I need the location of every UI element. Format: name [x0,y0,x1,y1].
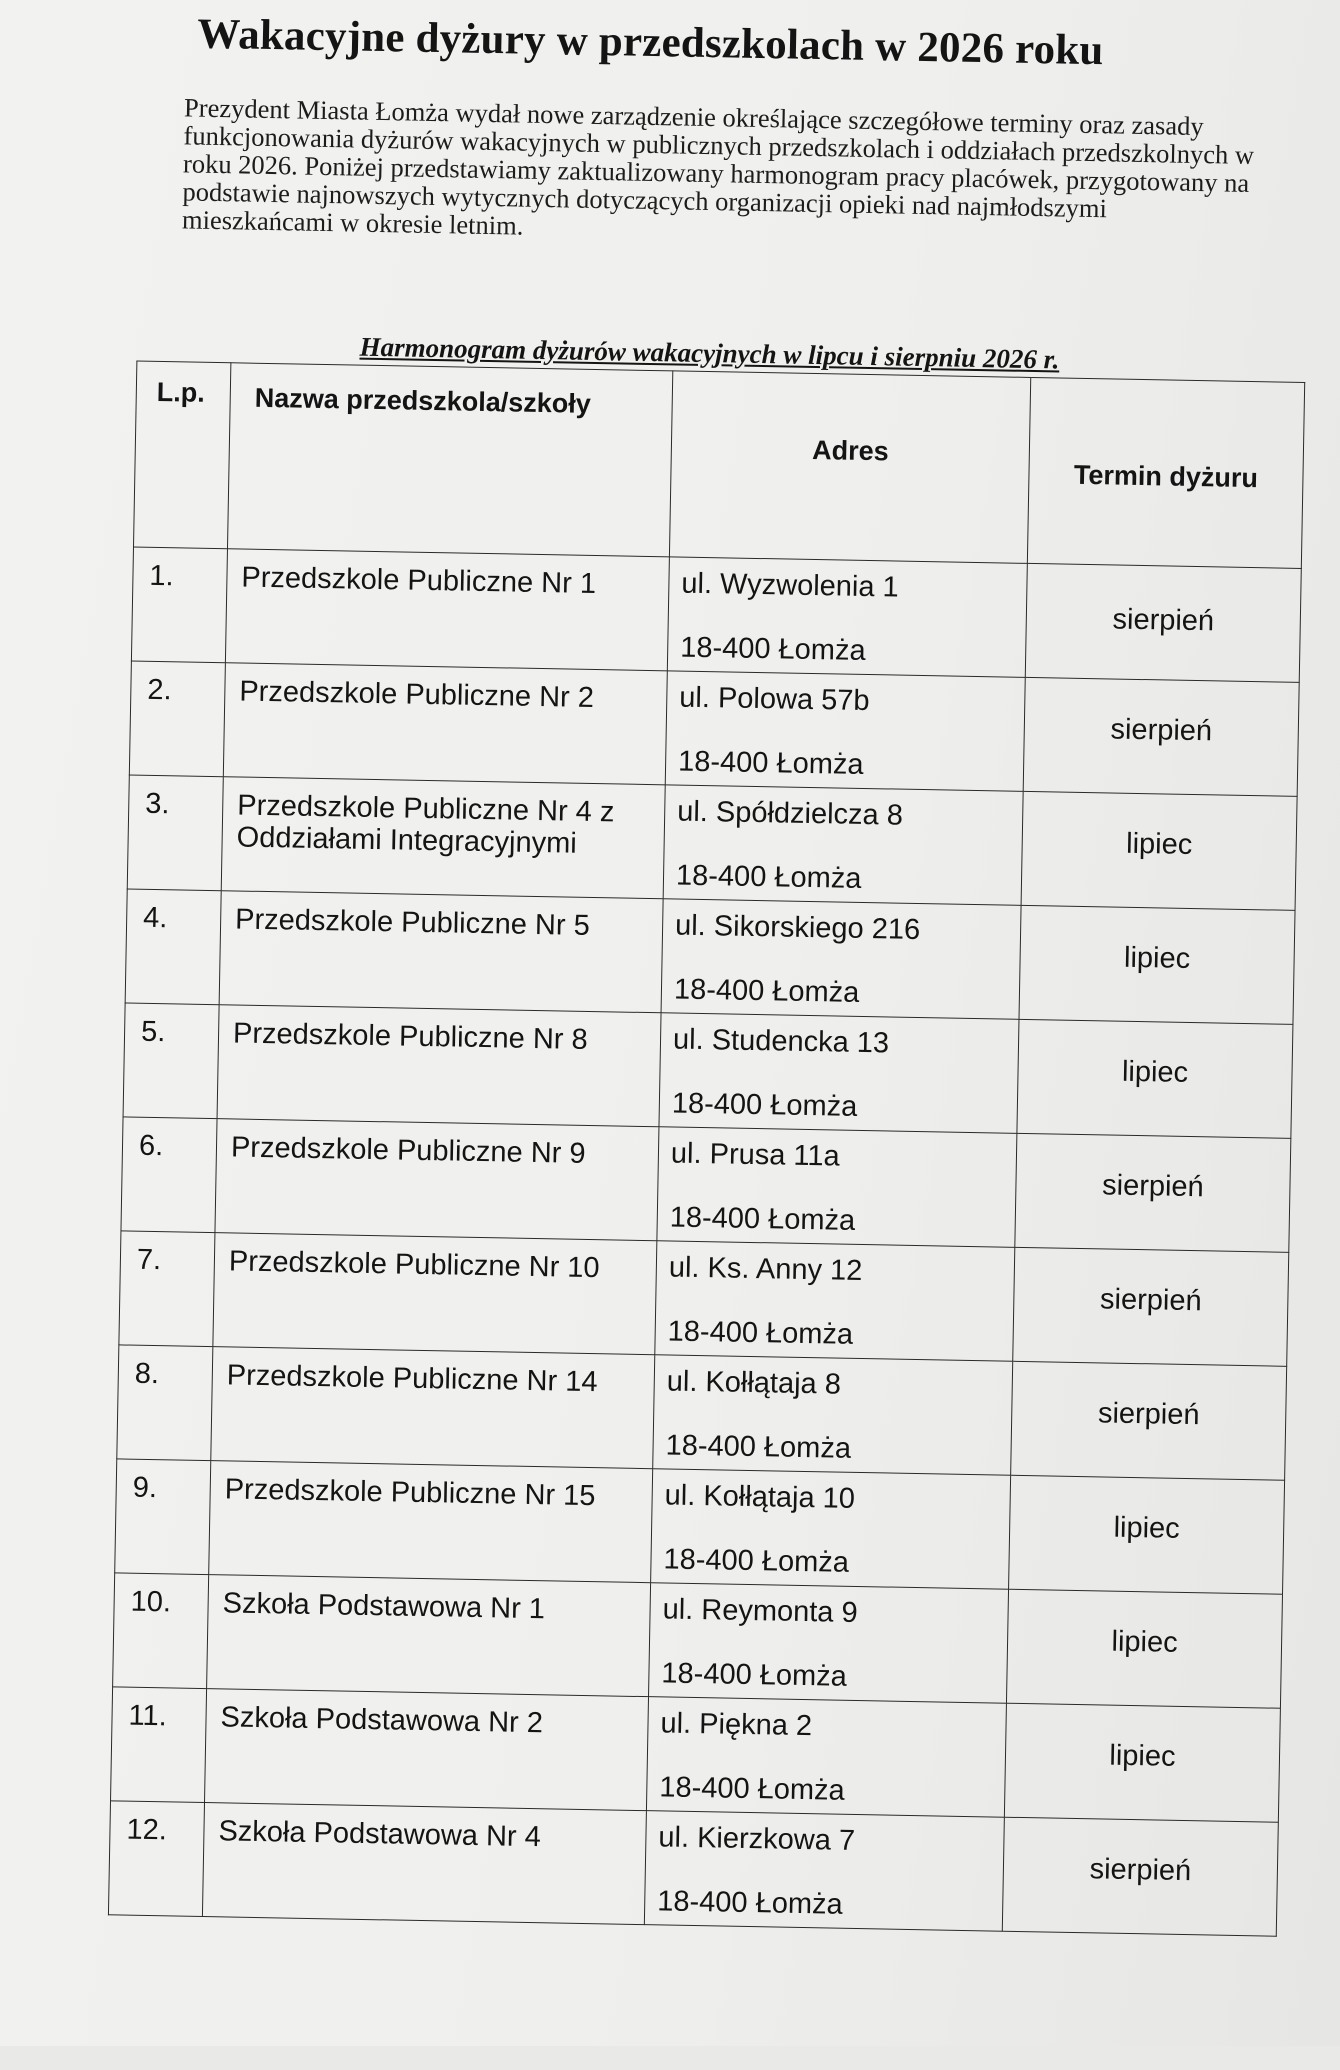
duty-term: sierpień [1011,1361,1287,1480]
city: 18-400 Łomża [663,1543,850,1579]
street: ul. Studencka 13 [672,1023,890,1060]
institution-name: Przedszkole Publiczne Nr 2 [223,663,667,785]
row-number: 2. [129,661,225,777]
row-number: 12. [108,1801,204,1917]
row-number: 9. [115,1459,211,1575]
street: ul. Polowa 57b [679,681,870,718]
street: ul. Piękna 2 [660,1707,813,1743]
row-number: 5. [123,1003,219,1119]
schedule-table [108,361,1305,1937]
header-address: Adres [669,371,1030,564]
institution-name: Przedszkole Publiczne Nr 10 [213,1233,657,1355]
street: ul. Spółdzielcza 8 [676,795,904,832]
address-cell [667,557,1027,678]
table-row [113,1573,1283,1708]
row-number: 4. [125,889,221,1005]
institution-name: Przedszkole Publiczne Nr 9 [215,1119,659,1241]
table-row [123,1003,1293,1138]
city: 18-400 Łomża [659,1771,846,1807]
city: 18-400 Łomża [677,745,864,781]
duty-term: lipiec [1009,1475,1285,1594]
table-header-row [133,361,1304,568]
street: ul. Kierzkowa 7 [658,1821,856,1857]
street: ul. Sikorskiego 216 [674,909,921,947]
row-number: 7. [119,1231,215,1347]
duty-term: sierpień [1002,1817,1278,1936]
duty-term: lipiec [1006,1589,1282,1708]
address-cell [651,1469,1011,1590]
row-number: 1. [131,547,227,663]
address-cell [661,899,1021,1020]
institution-name: Szkoła Podstawowa Nr 4 [202,1803,646,1925]
duty-term: lipiec [1021,791,1297,910]
table-row [131,547,1301,682]
address-cell [649,1583,1009,1704]
city: 18-400 Łomża [671,1087,858,1123]
table-row [129,661,1299,796]
header-name: Nazwa przedszkola/szkoły [227,363,672,557]
table-row [117,1345,1287,1480]
row-number: 11. [111,1687,207,1803]
institution-name: Przedszkole Publiczne Nr 15 [209,1461,653,1583]
street: ul. Ks. Anny 12 [668,1251,863,1288]
header-term: Termin dyżuru [1027,377,1304,568]
table-row [119,1231,1289,1366]
address-cell [657,1127,1017,1248]
street: ul. Reymonta 9 [662,1593,858,1629]
street: ul. Kołłątaja 8 [666,1365,842,1401]
header-lp: L.p. [133,361,230,549]
city: 18-400 Łomża [679,631,866,667]
institution-name: Przedszkole Publiczne Nr 5 [219,891,663,1013]
table-row [125,889,1295,1024]
institution-name: Przedszkole Publiczne Nr 1 [225,549,669,671]
city: 18-400 Łomża [667,1315,854,1351]
table-caption: Harmonogram dyżurów wakacyjnych w lipcu i sierpniu 2026 r. [359,331,1060,375]
institution-name: Przedszkole Publiczne Nr 14 [211,1347,655,1469]
address-cell [655,1241,1015,1362]
duty-term: lipiec [1004,1703,1280,1822]
duty-term: sierpień [1015,1133,1291,1252]
street: ul. Kołłątaja 10 [664,1479,856,1515]
row-number: 8. [117,1345,213,1461]
city: 18-400 Łomża [675,859,862,895]
city: 18-400 Łomża [665,1429,852,1465]
document-title: Wakacyjne dyżury w przedszkolach w 2026 roku [196,10,1104,75]
address-cell [665,671,1025,792]
address-cell [644,1811,1004,1932]
table-row [127,775,1297,910]
row-number: 3. [127,775,223,891]
address-cell [659,1013,1019,1134]
duty-term: lipiec [1019,905,1295,1024]
institution-name: Przedszkole Publiczne Nr 8 [217,1005,661,1127]
table-row [115,1459,1285,1594]
row-number: 6. [121,1117,217,1233]
address-cell [653,1355,1013,1476]
city: 18-400 Łomża [661,1657,848,1693]
city: 18-400 Łomża [669,1201,856,1237]
street: ul. Prusa 11a [670,1137,840,1173]
table-body [108,547,1301,1936]
institution-name: Szkoła Podstawowa Nr 2 [205,1689,649,1811]
row-number: 10. [113,1573,209,1689]
street: ul. Wyzwolenia 1 [681,567,900,604]
duty-term: sierpień [1025,563,1301,682]
institution-name: Szkoła Podstawowa Nr 1 [207,1575,651,1697]
table-row [121,1117,1291,1252]
duty-term: sierpień [1023,677,1299,796]
city: 18-400 Łomża [673,973,860,1009]
intro-paragraph: Prezydent Miasta Łomża wydał nowe zarządzenie określające szczegółowe terminy oraz zasady funkcjonowania dyżurów wakacyjnych w publicznych przedszkolach i oddziałach przedszkolnych w roku 2026. Poniżej przedstawiamy zaktualizowany harmonogram pracy placówek, przygotowany na podstawie najnowszych wytycznych dotyczących organizacji opieki nad najmłodszymi mieszkańcami w okresie letnim. [181,92,1255,241]
duty-term: lipiec [1017,1019,1293,1138]
address-cell [646,1697,1006,1818]
city: 18-400 Łomża [656,1885,843,1921]
address-cell [663,785,1023,906]
table-row [111,1687,1281,1822]
duty-term: sierpień [1013,1247,1289,1366]
institution-name: Przedszkole Publiczne Nr 4 z Oddziałami Integracyjnymi [221,777,665,899]
table-row [108,1801,1278,1936]
